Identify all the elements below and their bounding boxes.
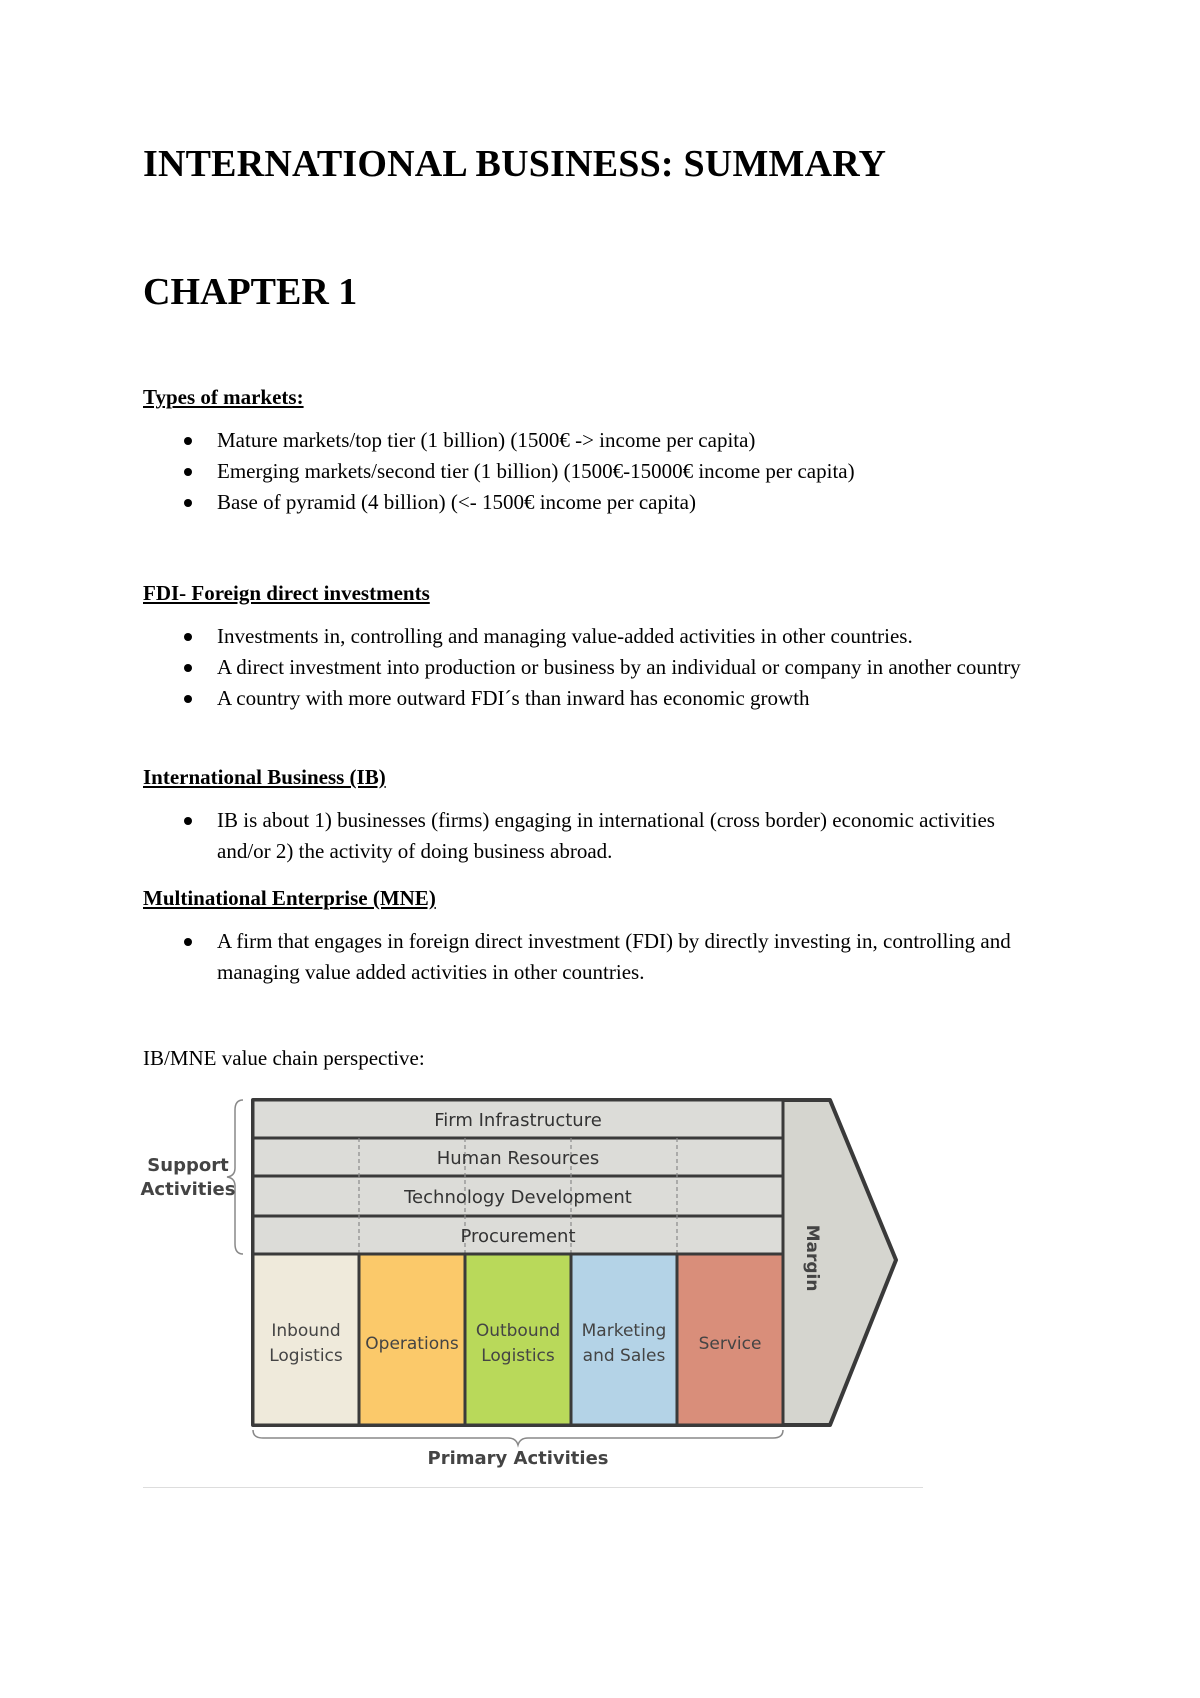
primary-label-line1: Operations [365, 1334, 459, 1354]
mne-list [143, 926, 1043, 988]
primary-activities-label: Primary Activities [427, 1448, 609, 1469]
primary-label-line1: Outbound [475, 1321, 561, 1341]
support-row-label: Procurement [460, 1226, 576, 1247]
divider [143, 1487, 923, 1488]
chapter-heading: CHAPTER 1 [143, 271, 358, 313]
list-item: Mature markets/top tier (1 billion) (1500€ -> income per capita) [143, 425, 1043, 456]
list-item: A country with more outward FDI´s than inward has economic growth [143, 683, 1043, 714]
primary-label-line1: Inbound [271, 1321, 341, 1341]
types-of-markets-list [143, 425, 1043, 518]
list-item: A direct investment into production or business by an individual or company in another country [143, 652, 1043, 683]
support-brace [227, 1100, 243, 1254]
section-heading-fdi: FDI- Foreign direct investments [143, 581, 430, 605]
list-item: Investments in, controlling and managing value-added activities in other countries. [143, 621, 1043, 652]
support-row-label: Human Resources [436, 1148, 600, 1169]
list-item: IB is about 1) businesses (firms) engaging in international (cross border) economic activities and/or 2) the activity of doing business abroad. [143, 805, 1043, 867]
primary-label-line1: Service [698, 1334, 762, 1354]
section-heading-ib: International Business (IB) [143, 765, 386, 789]
ib-list [143, 805, 1043, 867]
value-chain-intro: IB/MNE value chain perspective: [143, 1046, 425, 1070]
primary-label-line2: Logistics [269, 1346, 343, 1366]
section-heading-mne: Multinational Enterprise (MNE) [143, 886, 436, 910]
list-item: A firm that engages in foreign direct investment (FDI) by directly investing in, controlling and managing value added activities in other countries. [143, 926, 1043, 988]
primary-label-line2: Logistics [481, 1346, 555, 1366]
primary-brace [253, 1430, 783, 1445]
fdi-list [143, 621, 1043, 714]
support-activities-label: Activities [140, 1179, 236, 1200]
value-chain-diagram [140, 1090, 910, 1470]
margin-label: Margin [802, 1224, 822, 1292]
primary-label-line2: and Sales [582, 1346, 666, 1366]
list-item: Emerging markets/second tier (1 billion) (1500€-15000€ income per capita) [143, 456, 1043, 487]
support-activities-label: Support [147, 1155, 229, 1176]
list-item: Base of pyramid (4 billion) (<- 1500€ income per capita) [143, 487, 1043, 518]
section-heading-types-of-markets: Types of markets: [143, 385, 304, 409]
primary-label-line1: Marketing [581, 1321, 667, 1341]
support-row-label: Technology Development [404, 1187, 632, 1208]
document-title: INTERNATIONAL BUSINESS: SUMMARY [143, 143, 887, 185]
support-row-label: Firm Infrastructure [434, 1110, 602, 1131]
